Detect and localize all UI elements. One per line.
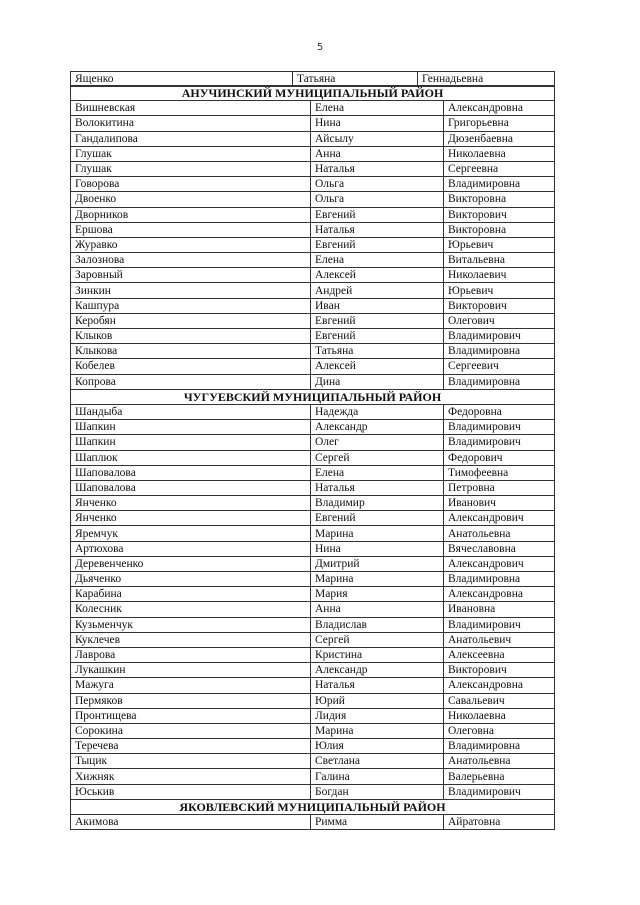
table-row [71,465,555,480]
table-row [71,587,555,602]
patronymic-cell: Геннадьевна [418,72,555,87]
surname-cell: Кузьменчук [71,617,311,632]
table-row [71,693,555,708]
first-name-cell: Елена [311,253,444,268]
surname-cell: Шандыба [71,404,311,419]
patronymic-cell: Александровна [444,678,555,693]
surname-cell: Глушак [71,146,311,161]
surname-cell: Керобян [71,313,311,328]
patronymic-cell: Александровна [444,101,555,116]
first-name-cell: Галина [311,769,444,784]
table-row [71,617,555,632]
table-row [71,253,555,268]
table-row [71,450,555,465]
section-title: АНУЧИНСКИЙ МУНИЦИПАЛЬНЫЙ РАЙОН [71,86,555,101]
patronymic-cell: Александрович [444,556,555,571]
surname-cell: Тыцик [71,754,311,769]
patronymic-cell: Григорьевна [444,116,555,131]
first-name-cell: Богдан [311,784,444,799]
table-row [71,541,555,556]
patronymic-cell: Анатольевна [444,754,555,769]
first-name-cell: Лидия [311,708,444,723]
surname-cell: Кобелев [71,359,311,374]
table-row [71,192,555,207]
table-row [71,708,555,723]
surname-cell: Пермяков [71,693,311,708]
patronymic-cell: Юрьевич [444,283,555,298]
patronymic-cell: Олегович [444,313,555,328]
names-table-body [71,86,555,830]
patronymic-cell: Викторовна [444,192,555,207]
table-row [71,207,555,222]
first-name-cell: Евгений [311,511,444,526]
first-name-cell: Елена [311,465,444,480]
patronymic-cell: Анатольевич [444,632,555,647]
first-name-cell: Марина [311,723,444,738]
first-name-cell: Сергей [311,450,444,465]
patronymic-cell: Петровна [444,480,555,495]
patronymic-cell: Валерьевна [444,769,555,784]
section-header-row [71,86,555,101]
surname-cell: Шапкин [71,435,311,450]
patronymic-cell: Вячеславовна [444,541,555,556]
surname-cell: Шаповалова [71,480,311,495]
patronymic-cell: Сергеевич [444,359,555,374]
patronymic-cell: Сергеевна [444,161,555,176]
table-row [71,435,555,450]
first-name-cell: Нина [311,116,444,131]
names-table [70,85,555,830]
surname-cell: Кашпура [71,298,311,313]
table-row [71,663,555,678]
patronymic-cell: Викторовна [444,222,555,237]
surname-cell: Гандалипова [71,131,311,146]
surname-cell: Дьяченко [71,572,311,587]
surname-cell: Ершова [71,222,311,237]
first-name-cell: Алексей [311,268,444,283]
first-name-cell: Марина [311,572,444,587]
surname-cell: Пронтищева [71,708,311,723]
first-name-cell: Иван [311,298,444,313]
table-row [71,177,555,192]
first-name-cell: Татьяна [311,344,444,359]
first-name-cell: Евгений [311,329,444,344]
section-header-row [71,799,555,814]
table-row [71,222,555,237]
table-row [71,313,555,328]
first-name-cell: Наталья [311,161,444,176]
patronymic-cell: Витальевна [444,253,555,268]
first-name-cell: Надежда [311,404,444,419]
table-row [71,556,555,571]
surname-cell: Деревенченко [71,556,311,571]
table-row [71,511,555,526]
table-row [71,374,555,389]
patronymic-cell: Олеговна [444,723,555,738]
surname-cell: Шаплюк [71,450,311,465]
patronymic-cell: Иванович [444,496,555,511]
surname-cell: Волокитина [71,116,311,131]
first-name-cell: Светлана [311,754,444,769]
patronymic-cell: Николаевна [444,708,555,723]
patronymic-cell: Владимировна [444,572,555,587]
surname-cell: Лукашкин [71,663,311,678]
patronymic-cell: Владимировна [444,177,555,192]
patronymic-cell: Николаевич [444,268,555,283]
first-name-cell: Анна [311,146,444,161]
surname-cell: Артюхова [71,541,311,556]
surname-cell: Двоенко [71,192,311,207]
surname-cell: Янченко [71,496,311,511]
table-row [71,268,555,283]
table-row [71,420,555,435]
surname-cell: Залознова [71,253,311,268]
surname-cell: Карабина [71,587,311,602]
table-row [71,632,555,647]
table-row [71,329,555,344]
table-row [71,359,555,374]
surname-cell: Копрова [71,374,311,389]
table-row [71,146,555,161]
patronymic-cell: Владимировна [444,739,555,754]
surname-cell: Сорокина [71,723,311,738]
first-name-cell: Елена [311,101,444,116]
surname-cell: Дворников [71,207,311,222]
patronymic-cell: Владимирович [444,435,555,450]
table-row [71,480,555,495]
first-name-cell: Алексей [311,359,444,374]
first-name-cell: Айсылу [311,131,444,146]
surname-cell: Яремчук [71,526,311,541]
surname-cell: Хижняк [71,769,311,784]
section-header-row [71,389,555,404]
table-row [71,754,555,769]
patronymic-cell: Дюзенбаевна [444,131,555,146]
table-row [71,344,555,359]
first-name-cell: Наталья [311,678,444,693]
surname-cell: Шапкин [71,420,311,435]
first-name-cell: Дина [311,374,444,389]
surname-cell: Клыков [71,329,311,344]
patronymic-cell: Айратовна [444,815,555,830]
patronymic-cell: Алексеевна [444,647,555,662]
table-row [71,161,555,176]
page-number: 5 [316,42,324,53]
patronymic-cell: Федорович [444,450,555,465]
first-name-cell: Евгений [311,207,444,222]
first-name-cell: Олег [311,435,444,450]
surname-cell: Зинкин [71,283,311,298]
surname-cell: Теречева [71,739,311,754]
surname-cell: Глушак [71,161,311,176]
patronymic-cell: Савальевич [444,693,555,708]
surname-cell: Мажуга [71,678,311,693]
table-row [71,526,555,541]
first-name-cell: Нина [311,541,444,556]
patronymic-cell: Александровна [444,587,555,602]
patronymic-cell: Тимофеевна [444,465,555,480]
patronymic-cell: Юрьевич [444,237,555,252]
table-row [71,404,555,419]
surname-cell: Заровный [71,268,311,283]
first-name-cell: Наталья [311,480,444,495]
first-name-cell: Кристина [311,647,444,662]
table-row [71,298,555,313]
patronymic-cell: Николаевна [444,146,555,161]
surname-cell: Клыкова [71,344,311,359]
first-name-cell: Андрей [311,283,444,298]
table-row [71,602,555,617]
table-row [71,647,555,662]
patronymic-cell: Викторович [444,207,555,222]
section-title: ЧУГУЕВСКИЙ МУНИЦИПАЛЬНЫЙ РАЙОН [71,389,555,404]
surname-cell: Вишневская [71,101,311,116]
surname-cell: Янченко [71,511,311,526]
surname-cell: Колесник [71,602,311,617]
section-title: ЯКОВЛЕВСКИЙ МУНИЦИПАЛЬНЫЙ РАЙОН [71,799,555,814]
first-name-cell: Мария [311,587,444,602]
patronymic-cell: Федоровна [444,404,555,419]
surname-cell: Шаповалова [71,465,311,480]
patronymic-cell: Владимирович [444,617,555,632]
surname-cell: Лаврова [71,647,311,662]
first-name-cell: Ольга [311,177,444,192]
first-name-cell: Евгений [311,237,444,252]
table-row [71,723,555,738]
patronymic-cell: Александрович [444,511,555,526]
table-row [71,116,555,131]
surname-cell: Журавко [71,237,311,252]
patronymic-cell: Владимирович [444,329,555,344]
first-name-cell: Александр [311,663,444,678]
patronymic-cell: Викторович [444,663,555,678]
table-row [71,815,555,830]
surname-cell: Юськив [71,784,311,799]
table-row [71,769,555,784]
table-row [71,101,555,116]
first-name-cell: Анна [311,602,444,617]
table-row [71,131,555,146]
table-row [71,237,555,252]
patronymic-cell: Владимировна [444,344,555,359]
first-name-cell: Владимир [311,496,444,511]
first-name-cell: Юрий [311,693,444,708]
table-row [71,739,555,754]
first-name-cell: Ольга [311,192,444,207]
patronymic-cell: Анатольевна [444,526,555,541]
surname-cell: Акимова [71,815,311,830]
patronymic-cell: Ивановна [444,602,555,617]
patronymic-cell: Владимирович [444,784,555,799]
first-name-cell: Дмитрий [311,556,444,571]
first-name-cell: Евгений [311,313,444,328]
first-name-cell: Марина [311,526,444,541]
surname-cell: Куклечев [71,632,311,647]
table-row [71,572,555,587]
surname-cell: Говорова [71,177,311,192]
first-name-cell: Римма [311,815,444,830]
first-name-cell: Владислав [311,617,444,632]
first-name-cell: Татьяна [293,72,418,87]
patronymic-cell: Владимирович [444,420,555,435]
table-row [71,496,555,511]
first-name-cell: Юлия [311,739,444,754]
first-name-cell: Наталья [311,222,444,237]
first-name-cell: Сергей [311,632,444,647]
table-row [71,283,555,298]
first-name-cell: Александр [311,420,444,435]
patronymic-cell: Викторович [444,298,555,313]
table-row [71,784,555,799]
patronymic-cell: Владимировна [444,374,555,389]
table-row [71,678,555,693]
surname-cell: Ященко [71,72,293,87]
